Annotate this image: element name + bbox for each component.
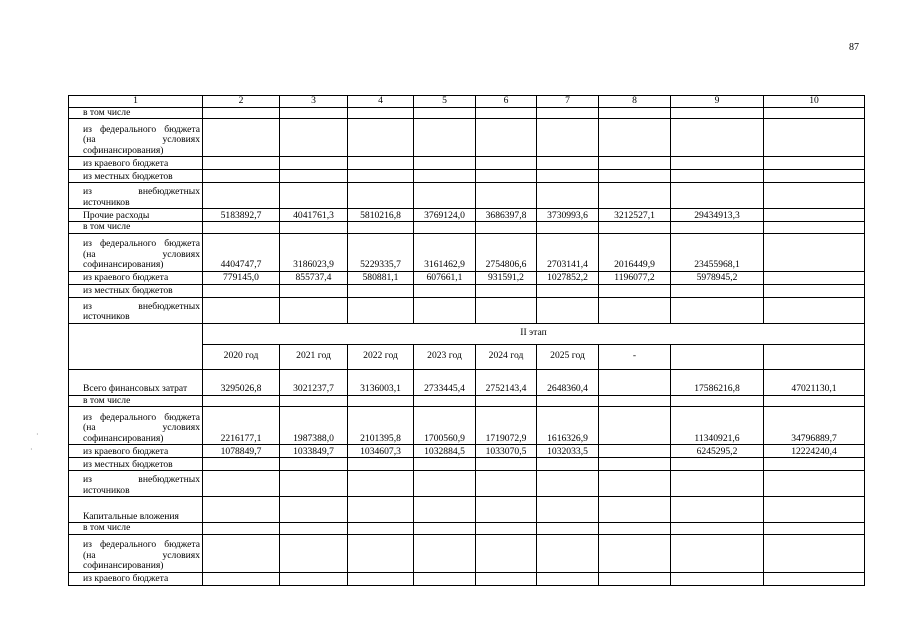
table-row bbox=[69, 497, 865, 523]
value-cell bbox=[414, 395, 476, 407]
row-label: в том числе bbox=[69, 222, 203, 234]
row-label: из местных бюджетов bbox=[69, 458, 203, 471]
value-cell: 47021130,1 bbox=[764, 369, 865, 395]
value-cell: 2648360,4 bbox=[537, 369, 599, 395]
value-cell bbox=[537, 157, 599, 170]
value-cell: 3212527,1 bbox=[599, 209, 671, 222]
value-cell: 4041761,3 bbox=[280, 209, 348, 222]
value-cell bbox=[599, 445, 671, 458]
year-header: 2023 год bbox=[414, 344, 476, 369]
value-cell bbox=[348, 183, 414, 209]
value-cell bbox=[537, 497, 599, 523]
value-cell bbox=[203, 183, 280, 209]
value-cell bbox=[599, 395, 671, 407]
value-cell: 1034607,3 bbox=[348, 445, 414, 458]
value-cell bbox=[280, 572, 348, 585]
value-cell bbox=[671, 572, 764, 585]
value-cell bbox=[764, 572, 865, 585]
value-cell bbox=[537, 297, 599, 323]
value-cell: 3136003,1 bbox=[348, 369, 414, 395]
table-row bbox=[69, 523, 865, 535]
value-cell bbox=[476, 297, 537, 323]
value-cell bbox=[348, 157, 414, 170]
row-label: в том числе bbox=[69, 523, 203, 535]
value-cell: 1078849,7 bbox=[203, 445, 280, 458]
row-label: Капитальные вложения bbox=[69, 497, 203, 523]
value-cell bbox=[348, 523, 414, 535]
column-header: 6 bbox=[476, 96, 537, 108]
stage-blank-cell bbox=[69, 323, 203, 369]
value-cell: 3161462,9 bbox=[414, 233, 476, 271]
value-cell bbox=[280, 458, 348, 471]
value-cell bbox=[537, 458, 599, 471]
column-header: 4 bbox=[348, 96, 414, 108]
value-cell bbox=[476, 119, 537, 157]
value-cell bbox=[764, 297, 865, 323]
value-cell bbox=[671, 222, 764, 234]
value-cell bbox=[280, 183, 348, 209]
value-cell bbox=[348, 471, 414, 497]
value-cell bbox=[764, 523, 865, 535]
value-cell bbox=[476, 497, 537, 523]
column-header: 5 bbox=[414, 96, 476, 108]
value-cell bbox=[671, 497, 764, 523]
value-cell: 1719072,9 bbox=[476, 407, 537, 445]
value-cell bbox=[203, 523, 280, 535]
table-row bbox=[69, 170, 865, 183]
year-header: 2022 год bbox=[348, 344, 414, 369]
value-cell bbox=[671, 170, 764, 183]
value-cell bbox=[764, 395, 865, 407]
row-label: Прочие расходы bbox=[69, 209, 203, 222]
value-cell: 34796889,7 bbox=[764, 407, 865, 445]
value-cell bbox=[599, 107, 671, 119]
value-cell bbox=[414, 222, 476, 234]
value-cell bbox=[599, 458, 671, 471]
value-cell bbox=[599, 407, 671, 445]
value-cell bbox=[537, 572, 599, 585]
column-header: 1 bbox=[69, 96, 203, 108]
value-cell bbox=[414, 458, 476, 471]
value-cell bbox=[537, 119, 599, 157]
value-cell bbox=[203, 534, 280, 572]
row-label: из внебюджетных источников bbox=[69, 471, 203, 497]
column-header: 9 bbox=[671, 96, 764, 108]
table-row bbox=[69, 209, 865, 222]
value-cell: 3769124,0 bbox=[414, 209, 476, 222]
value-cell bbox=[280, 523, 348, 535]
value-cell bbox=[671, 297, 764, 323]
value-cell bbox=[671, 534, 764, 572]
value-cell bbox=[414, 534, 476, 572]
value-cell bbox=[764, 534, 865, 572]
value-cell: 580881,1 bbox=[348, 271, 414, 284]
column-header: 3 bbox=[280, 96, 348, 108]
value-cell bbox=[203, 107, 280, 119]
value-cell: 1700560,9 bbox=[414, 407, 476, 445]
value-cell bbox=[537, 183, 599, 209]
value-cell: 779145,0 bbox=[203, 271, 280, 284]
value-cell bbox=[348, 395, 414, 407]
value-cell bbox=[764, 107, 865, 119]
value-cell: 2016449,9 bbox=[599, 233, 671, 271]
value-cell bbox=[476, 572, 537, 585]
value-cell bbox=[348, 572, 414, 585]
value-cell bbox=[476, 183, 537, 209]
value-cell: 17586216,8 bbox=[671, 369, 764, 395]
value-cell bbox=[476, 222, 537, 234]
value-cell bbox=[414, 572, 476, 585]
value-cell bbox=[348, 534, 414, 572]
value-cell bbox=[348, 458, 414, 471]
value-cell bbox=[203, 157, 280, 170]
value-cell: 11340921,6 bbox=[671, 407, 764, 445]
row-label: из краевого бюджета bbox=[69, 572, 203, 585]
value-cell bbox=[280, 284, 348, 297]
value-cell: 5978945,2 bbox=[671, 271, 764, 284]
value-cell: 2754806,6 bbox=[476, 233, 537, 271]
value-cell bbox=[599, 119, 671, 157]
row-label: из краевого бюджета bbox=[69, 157, 203, 170]
page-number: 87 bbox=[849, 42, 859, 53]
value-cell bbox=[203, 471, 280, 497]
table-row bbox=[69, 572, 865, 585]
table-row bbox=[69, 284, 865, 297]
year-header: - bbox=[599, 344, 671, 369]
value-cell bbox=[476, 395, 537, 407]
value-cell bbox=[764, 157, 865, 170]
value-cell bbox=[671, 157, 764, 170]
column-header-row bbox=[69, 96, 865, 108]
row-label: в том числе bbox=[69, 395, 203, 407]
value-cell bbox=[280, 497, 348, 523]
value-cell bbox=[280, 107, 348, 119]
value-cell: 1987388,0 bbox=[280, 407, 348, 445]
table-row bbox=[69, 107, 865, 119]
table-row bbox=[69, 445, 865, 458]
value-cell bbox=[280, 534, 348, 572]
year-header bbox=[764, 344, 865, 369]
table-row bbox=[69, 233, 865, 271]
value-cell: 3186023,9 bbox=[280, 233, 348, 271]
value-cell bbox=[671, 471, 764, 497]
value-cell: 23455968,1 bbox=[671, 233, 764, 271]
value-cell bbox=[764, 284, 865, 297]
value-cell bbox=[599, 369, 671, 395]
value-cell bbox=[764, 119, 865, 157]
value-cell bbox=[671, 119, 764, 157]
table-row bbox=[69, 471, 865, 497]
value-cell bbox=[537, 471, 599, 497]
value-cell: 29434913,3 bbox=[671, 209, 764, 222]
table-row bbox=[69, 119, 865, 157]
value-cell bbox=[203, 222, 280, 234]
row-label: из федерального бюджета (на условиях софинансирования) bbox=[69, 534, 203, 572]
value-cell: 4404747,7 bbox=[203, 233, 280, 271]
value-cell: 3295026,8 bbox=[203, 369, 280, 395]
value-cell bbox=[537, 523, 599, 535]
value-cell bbox=[476, 170, 537, 183]
value-cell bbox=[348, 284, 414, 297]
value-cell bbox=[764, 471, 865, 497]
value-cell bbox=[476, 157, 537, 170]
value-cell bbox=[764, 209, 865, 222]
value-cell bbox=[599, 222, 671, 234]
table-row bbox=[69, 534, 865, 572]
column-header: 10 bbox=[764, 96, 865, 108]
value-cell bbox=[599, 297, 671, 323]
value-cell bbox=[764, 183, 865, 209]
row-label: из внебюджетных источников bbox=[69, 297, 203, 323]
value-cell: 1196077,2 bbox=[599, 271, 671, 284]
year-header bbox=[671, 344, 764, 369]
value-cell bbox=[414, 523, 476, 535]
value-cell bbox=[203, 395, 280, 407]
value-cell bbox=[414, 107, 476, 119]
value-cell bbox=[280, 157, 348, 170]
value-cell bbox=[764, 497, 865, 523]
value-cell bbox=[476, 471, 537, 497]
stage-title: II этап bbox=[203, 323, 865, 344]
year-header: 2024 год bbox=[476, 344, 537, 369]
value-cell bbox=[414, 284, 476, 297]
value-cell: 2216177,1 bbox=[203, 407, 280, 445]
table-row bbox=[69, 395, 865, 407]
value-cell: 1033849,7 bbox=[280, 445, 348, 458]
scan-speck: · bbox=[30, 445, 33, 454]
value-cell bbox=[414, 297, 476, 323]
value-cell bbox=[599, 183, 671, 209]
value-cell bbox=[476, 107, 537, 119]
value-cell bbox=[671, 284, 764, 297]
row-label: из краевого бюджета bbox=[69, 445, 203, 458]
value-cell bbox=[764, 170, 865, 183]
value-cell bbox=[203, 458, 280, 471]
scan-speck: · bbox=[36, 430, 39, 439]
value-cell bbox=[476, 458, 537, 471]
value-cell: 1027852,2 bbox=[537, 271, 599, 284]
value-cell bbox=[764, 271, 865, 284]
value-cell: 3021237,7 bbox=[280, 369, 348, 395]
value-cell bbox=[599, 534, 671, 572]
value-cell bbox=[599, 523, 671, 535]
value-cell: 1032884,5 bbox=[414, 445, 476, 458]
table-row bbox=[69, 157, 865, 170]
value-cell bbox=[599, 284, 671, 297]
table-row bbox=[69, 183, 865, 209]
value-cell: 855737,4 bbox=[280, 271, 348, 284]
value-cell bbox=[599, 471, 671, 497]
value-cell bbox=[764, 222, 865, 234]
value-cell bbox=[671, 523, 764, 535]
column-header: 2 bbox=[203, 96, 280, 108]
value-cell bbox=[671, 183, 764, 209]
value-cell bbox=[537, 170, 599, 183]
value-cell bbox=[537, 534, 599, 572]
row-label: из местных бюджетов bbox=[69, 170, 203, 183]
value-cell bbox=[671, 395, 764, 407]
value-cell bbox=[599, 170, 671, 183]
value-cell bbox=[671, 107, 764, 119]
table-row bbox=[69, 369, 865, 395]
value-cell bbox=[476, 523, 537, 535]
value-cell bbox=[348, 497, 414, 523]
value-cell bbox=[280, 222, 348, 234]
value-cell: 12224240,4 bbox=[764, 445, 865, 458]
value-cell bbox=[348, 222, 414, 234]
value-cell: 1032033,5 bbox=[537, 445, 599, 458]
value-cell bbox=[537, 107, 599, 119]
value-cell bbox=[280, 119, 348, 157]
value-cell: 6245295,2 bbox=[671, 445, 764, 458]
value-cell bbox=[671, 458, 764, 471]
value-cell bbox=[203, 297, 280, 323]
year-header: 2020 год bbox=[203, 344, 280, 369]
value-cell bbox=[280, 471, 348, 497]
table-row bbox=[69, 407, 865, 445]
table-row bbox=[69, 271, 865, 284]
value-cell: 5810216,8 bbox=[348, 209, 414, 222]
value-cell bbox=[348, 170, 414, 183]
value-cell: 3730993,6 bbox=[537, 209, 599, 222]
value-cell: 1616326,9 bbox=[537, 407, 599, 445]
year-header: 2025 год bbox=[537, 344, 599, 369]
table-row bbox=[69, 222, 865, 234]
financing-table bbox=[68, 95, 865, 586]
value-cell: 2733445,4 bbox=[414, 369, 476, 395]
value-cell bbox=[348, 119, 414, 157]
value-cell: 2101395,8 bbox=[348, 407, 414, 445]
value-cell bbox=[203, 170, 280, 183]
value-cell bbox=[203, 572, 280, 585]
value-cell: 1033070,5 bbox=[476, 445, 537, 458]
row-label: Всего финансовых затрат bbox=[69, 369, 203, 395]
value-cell bbox=[203, 119, 280, 157]
value-cell bbox=[203, 497, 280, 523]
year-header: 2021 год bbox=[280, 344, 348, 369]
column-header: 8 bbox=[599, 96, 671, 108]
value-cell bbox=[348, 107, 414, 119]
value-cell bbox=[599, 497, 671, 523]
row-label: из внебюджетных источников bbox=[69, 183, 203, 209]
value-cell bbox=[280, 170, 348, 183]
stage-header-row bbox=[69, 323, 865, 344]
value-cell bbox=[764, 458, 865, 471]
row-label: в том числе bbox=[69, 107, 203, 119]
row-label: из федерального бюджета (на условиях софинансирования) bbox=[69, 407, 203, 445]
value-cell bbox=[537, 395, 599, 407]
value-cell: 931591,2 bbox=[476, 271, 537, 284]
value-cell bbox=[414, 170, 476, 183]
value-cell: 2752143,4 bbox=[476, 369, 537, 395]
row-label: из федерального бюджета (на условиях софинансирования) bbox=[69, 119, 203, 157]
value-cell bbox=[414, 497, 476, 523]
value-cell: 3686397,8 bbox=[476, 209, 537, 222]
value-cell bbox=[348, 297, 414, 323]
table-row bbox=[69, 297, 865, 323]
value-cell bbox=[414, 471, 476, 497]
value-cell bbox=[764, 233, 865, 271]
table-row bbox=[69, 458, 865, 471]
value-cell bbox=[414, 183, 476, 209]
row-label: из местных бюджетов bbox=[69, 284, 203, 297]
value-cell: 2703141,4 bbox=[537, 233, 599, 271]
column-header: 7 bbox=[537, 96, 599, 108]
value-cell: 5183892,7 bbox=[203, 209, 280, 222]
value-cell bbox=[203, 284, 280, 297]
value-cell: 607661,1 bbox=[414, 271, 476, 284]
value-cell bbox=[599, 572, 671, 585]
value-cell bbox=[280, 395, 348, 407]
row-label: из краевого бюджета bbox=[69, 271, 203, 284]
value-cell bbox=[599, 157, 671, 170]
value-cell: 5229335,7 bbox=[348, 233, 414, 271]
value-cell bbox=[537, 222, 599, 234]
value-cell bbox=[537, 284, 599, 297]
value-cell bbox=[414, 157, 476, 170]
value-cell bbox=[476, 534, 537, 572]
value-cell bbox=[414, 119, 476, 157]
row-label: из федерального бюджета (на условиях софинансирования) bbox=[69, 233, 203, 271]
value-cell bbox=[476, 284, 537, 297]
value-cell bbox=[280, 297, 348, 323]
